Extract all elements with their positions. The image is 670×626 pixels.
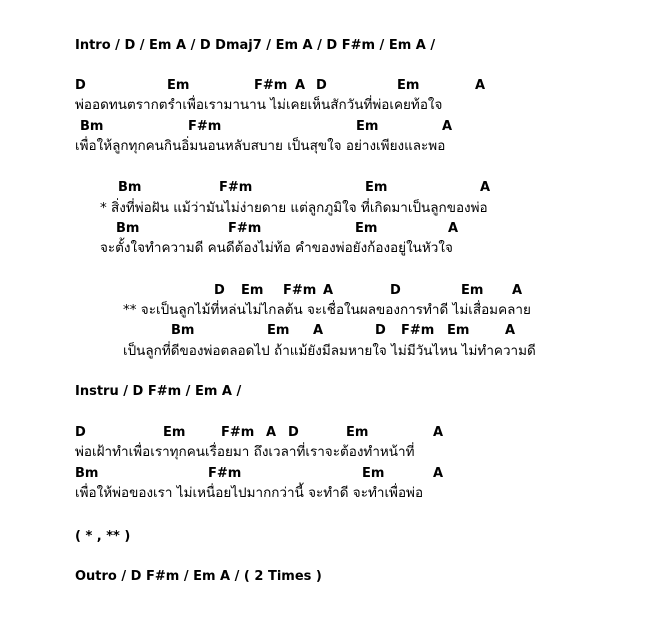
- outro-line: Outro / D F#m / Em A / ( 2 Times ): [75, 569, 322, 584]
- chord: Em: [461, 283, 484, 298]
- verse-2-lyric-1: พ่อเฝ้าทำเพื่อเราทุกคนเรื่อยมา ถึงเวลาที่เราจะต้องทำหน้าที่: [75, 444, 415, 460]
- chord: A: [480, 180, 491, 195]
- chord: A: [505, 323, 516, 338]
- chord: D: [316, 78, 327, 93]
- chord: D: [214, 283, 225, 298]
- repeat-marker: ( * , ** ): [75, 529, 131, 544]
- chord: Em: [267, 323, 290, 338]
- chord: F#m: [221, 425, 255, 440]
- chord: Em: [447, 323, 470, 338]
- chord: Em: [167, 78, 190, 93]
- chord: A: [295, 78, 306, 93]
- chord: Em: [365, 180, 388, 195]
- chord: Em: [163, 425, 186, 440]
- chord: A: [512, 283, 523, 298]
- chord: F#m: [401, 323, 435, 338]
- chord: D: [390, 283, 401, 298]
- chorus-1-lyric-1: * สิ่งที่พ่อฝัน แม้ว่ามันไม่ง่ายดาย แต่ลูกภูมิใจ ที่เกิดมาเป็นลูกของพ่อ: [100, 200, 488, 216]
- verse-2-lyric-2: เพื่อให้พ่อของเรา ไม่เหนื่อยไปมากกว่านี้ จะทำดี จะทำเพื่อพ่อ: [75, 485, 424, 501]
- chord: Em: [362, 466, 385, 481]
- chorus-2-lyric-1: ** จะเป็นลูกไม้ที่หล่นไม่ไกลต้น จะเชื่อในผลของการทำดี ไม่เสื่อมคลาย: [123, 302, 531, 318]
- chord: D: [375, 323, 386, 338]
- chord: F#m: [219, 180, 253, 195]
- chord: D: [75, 78, 86, 93]
- chord: F#m: [228, 221, 262, 236]
- chord: F#m: [188, 119, 222, 134]
- chord: Bm: [116, 221, 140, 236]
- chord: F#m: [283, 283, 317, 298]
- chord: D: [75, 425, 86, 440]
- chord: Bm: [75, 466, 99, 481]
- chord: A: [433, 466, 444, 481]
- chord: Bm: [118, 180, 142, 195]
- verse-1-lyric-2: เพื่อให้ลูกทุกคนกินอิ่มนอนหลับสบาย เป็นสุขใจ อย่างเพียงและพอ: [75, 138, 446, 154]
- instru-line: Instru / D F#m / Em A /: [75, 384, 242, 399]
- chord: Em: [355, 221, 378, 236]
- chord: Bm: [171, 323, 195, 338]
- chord: F#m: [254, 78, 288, 93]
- chord: Em: [356, 119, 379, 134]
- chord: Em: [397, 78, 420, 93]
- chord: F#m: [208, 466, 242, 481]
- chord: A: [433, 425, 444, 440]
- chord: A: [313, 323, 324, 338]
- verse-1-lyric-1: พ่ออดทนตรากตรำเพื่อเรามานาน ไม่เคยเห็นสักวันที่พ่อเคยท้อใจ: [75, 97, 443, 113]
- chord: A: [442, 119, 453, 134]
- chord: Bm: [80, 119, 104, 134]
- chord: A: [266, 425, 277, 440]
- chord: Em: [346, 425, 369, 440]
- chord: A: [323, 283, 334, 298]
- intro-line: Intro / D / Em A / D Dmaj7 / Em A / D F#m / Em A /: [75, 38, 436, 53]
- chord: Em: [241, 283, 264, 298]
- chord: A: [448, 221, 459, 236]
- chorus-2-lyric-2: เป็นลูกที่ดีของพ่อตลอดไป ถ้าแม้ยังมีลมหายใจ ไม่มีวันไหน ไม่ทำความดี: [123, 343, 536, 359]
- chord: D: [288, 425, 299, 440]
- chord: A: [475, 78, 486, 93]
- chorus-1-lyric-2: จะตั้งใจทำความดี คนดีต้องไม่ท้อ คำของพ่อยังก้องอยู่ในหัวใจ: [100, 240, 453, 256]
